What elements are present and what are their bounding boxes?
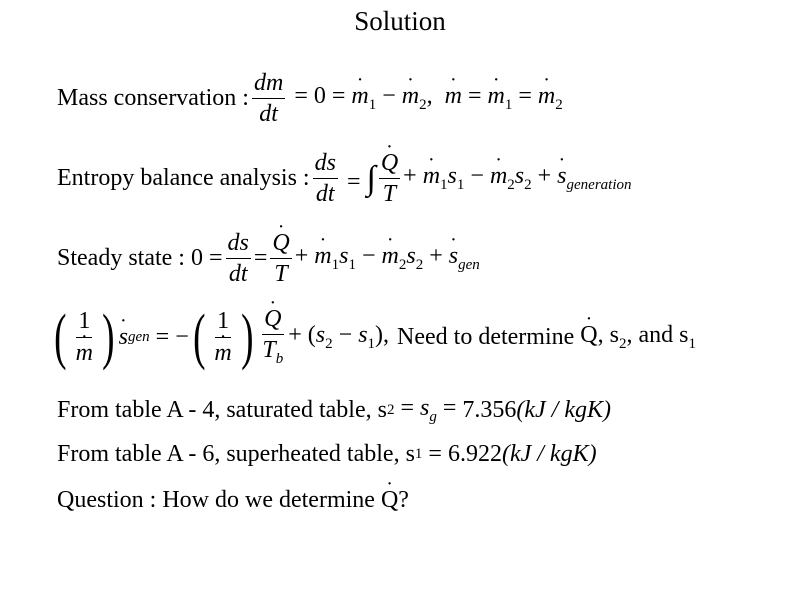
table-a6-line: From table A - 6, superheated table, s 1 = 6.922 (kJ / kgK) <box>57 441 597 467</box>
table-a4-line: From table A - 4, saturated table, s 2 = $s_g$ = 7.356 (kJ / kgK) <box>57 395 611 425</box>
mass-conservation-line <box>57 70 563 128</box>
entropy-equation: + · $m_1s_1$ − · $m_2s_2$ + · $s_{generation}$ <box>403 163 631 194</box>
question-line: Question : How do we determine · Q? <box>57 487 409 514</box>
steady-q-over-t-fraction: · $\frac{Q}{T}$ <box>270 230 291 288</box>
steady-equation: + · $m_1s_1$ − · $m_2s_2$ + · $s_{gen}$ <box>295 243 480 274</box>
from-a4-text: From table A - 4, saturated table, s <box>57 397 387 423</box>
entropy-label: Entropy balance analysis : <box>57 165 310 192</box>
s2-value: 7.356 <box>462 397 517 423</box>
s1-value: 6.922 <box>447 441 502 467</box>
need-text: Need to determine <box>397 323 575 350</box>
normalized-equation-line: ( 1 · m ) · s gen = − ( 1 · m ) · $\frac{Q}{T_b}$ + $(s_2 - s_1)$, Need to determine · Q, $s_2$, and $s_1$ <box>50 306 696 368</box>
ds-dt-fraction: $\frac{ds}{dt}$ <box>314 150 336 208</box>
steady-state-line: Steady state : 0 = $\frac{ds}{dt}$ = · $\frac{Q}{T}$ + · $m_1s_1$ − · $m_2s_2$ + · $s_{gen}$ <box>57 230 480 288</box>
dm-dt-fraction: $\frac{dm}{dt}$ <box>253 70 284 128</box>
slide-title: Solution <box>354 6 446 36</box>
from-a6-text: From table A - 6, superheated table, s <box>57 441 415 467</box>
units-a6: (kJ / kgK) <box>501 441 597 467</box>
entropy-balance-line: Entropy balance analysis : $\frac{ds}{dt}$ = ∫ · $\frac{Q}{T}$ + · $m_1s_1$ − · $m_2s_2$ + · $s_{generation}$ <box>57 150 632 208</box>
mass-label: Mass conservation : <box>57 85 249 112</box>
q-over-t-fraction: · $\frac{Q}{T}$ <box>379 150 400 208</box>
steady-ds-dt-fraction: $\frac{ds}{dt}$ <box>227 230 249 288</box>
steady-label: Steady state : <box>57 245 185 272</box>
mass-equation: = 0 = · $m_1$ − · $m_2$, · m = · $m_1$ = · $m_2$ <box>288 83 562 114</box>
units-a4: (kJ / kgK) <box>516 397 611 423</box>
question-text: Question : How do we determine <box>57 487 375 513</box>
generation-subscript: generation <box>566 177 632 194</box>
